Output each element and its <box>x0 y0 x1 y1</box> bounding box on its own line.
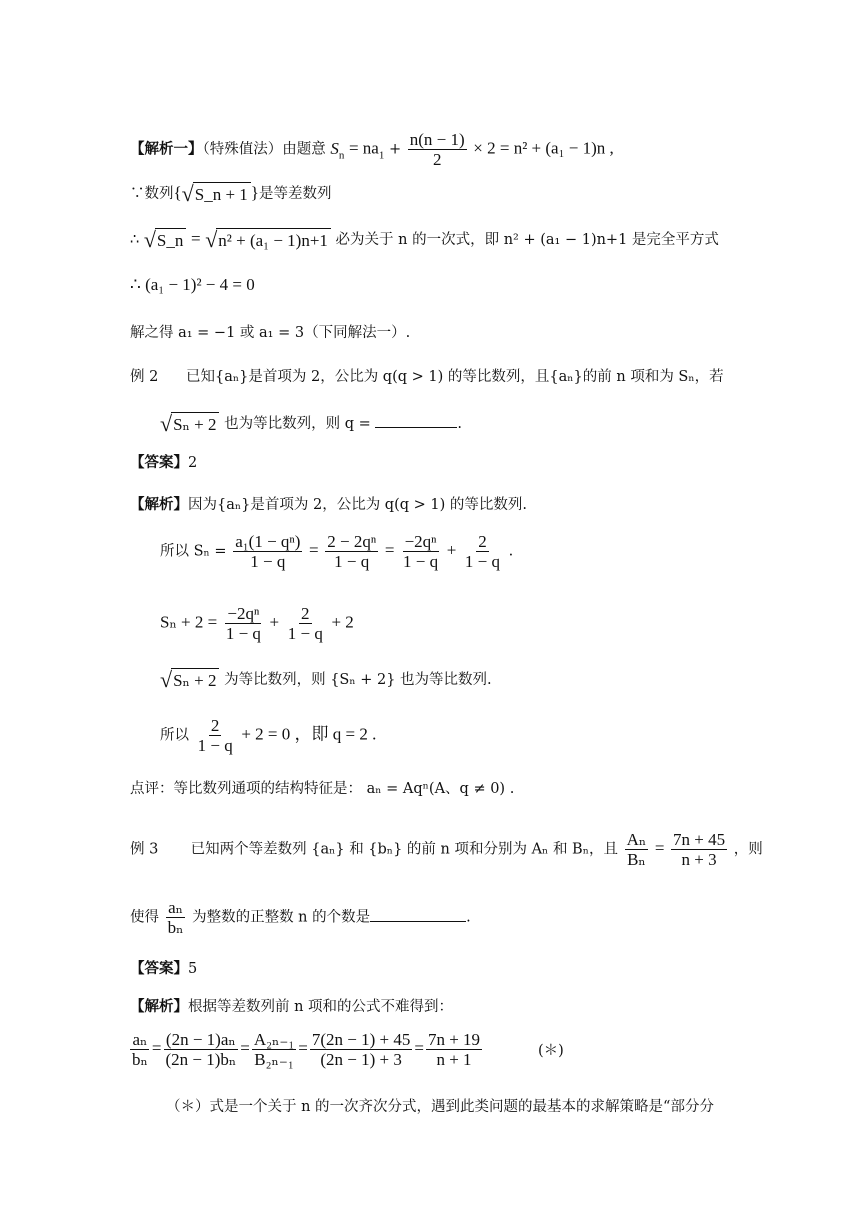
comment-line: 点评：等比数列通项的结构特征是： aₙ = Aqⁿ(A、q ≠ 0) . <box>130 781 515 797</box>
line-text: 必为关于 n 的一次式，即 n² + (a₁ − 1)n+1 是完全平方式 <box>335 232 719 248</box>
sqrt-sn: √ S_n <box>144 228 187 252</box>
fraction-numerator: 2 <box>210 716 220 735</box>
fraction-numerator: aₙ <box>168 898 183 917</box>
line-text: 为等比数列，则 {Sₙ + 2} 也为等比数列. <box>224 672 492 688</box>
answer-2-line <box>130 452 197 474</box>
fraction-numerator: (2n − 1)aₙ <box>165 1030 236 1049</box>
fraction-denominator: 2 <box>432 150 442 169</box>
answer-tag: 【答案】 <box>130 454 188 471</box>
fraction-denominator: (2n − 1) + 3 <box>320 1050 402 1069</box>
sqrt-inner: S_n + 1 <box>193 182 251 206</box>
solve-result-line: 解之得 a₁ = −1 或 a₁ = 3（下同解法一）. <box>130 325 411 341</box>
sqrt-quadratic: √ n² + (a₁ − 1)n+1 <box>205 228 331 252</box>
fraction-denominator: (2n − 1)bₙ <box>165 1050 237 1069</box>
solution-text: 因为{aₙ}是首项为 2，公比为 q(q > 1) 的等比数列. <box>188 497 527 513</box>
equals-sign: = <box>654 838 665 858</box>
fraction <box>426 1030 482 1069</box>
sqrt-expression: √ Sₙ + 2 <box>160 668 219 692</box>
fraction-denominator: 1 − q <box>403 552 439 571</box>
fraction-denominator: n + 1 <box>436 1050 472 1069</box>
fraction-numerator: A₂ₙ₋₁ <box>253 1030 295 1049</box>
fraction-denominator: 1 − q <box>250 552 286 571</box>
sn-plus-2-line: Sₙ + 2 = $\frac{\text{−2qⁿ}}{1 - q}$ + $\frac{2}{1 - q}$ + 2 <box>160 604 354 643</box>
sqrt-expression: √ Sₙ + 2 <box>160 412 219 436</box>
fraction <box>286 604 325 643</box>
fraction-numerator: −2qⁿ <box>227 604 260 623</box>
sqrt-expression: √ S_n + 1 <box>182 182 251 206</box>
answer-blank <box>370 907 466 922</box>
example-label: 例 3 <box>130 841 159 858</box>
linear-form-line <box>130 228 719 252</box>
fraction-numerator: a₁(1 − qⁿ) <box>235 532 301 551</box>
fraction <box>625 830 649 869</box>
discriminant-line: ∴ (a₁ − 1)² − 4 = 0 <box>130 275 255 294</box>
fraction <box>130 1030 150 1069</box>
answer-blank <box>375 413 457 428</box>
formula-prefix: 所以 Sₙ = <box>160 543 227 560</box>
fraction <box>166 898 186 937</box>
example-2-line-1 <box>130 366 724 388</box>
fraction-denominator: 1 − q <box>334 552 370 571</box>
fraction-denominator: 1 − q <box>464 552 501 571</box>
fraction-numerator: 7n + 45 <box>673 830 726 849</box>
fraction <box>233 532 302 571</box>
ratio-chain-line: $\frac{\text{aₙ}}{\text{bₙ}}$ = $\frac{\text{(2n − 1)aₙ}}{\text{(2n − 1)bₙ}}$ = $\frac{\text{A₂ₙ₋₁}}{\text{B₂ₙ₋₁}}$ = $\frac{7(2n - 1) + 45}{(2n - 1) + 3}$ = $\frac{7n + 19}{n + 1}$ <box>132 1030 481 1069</box>
fraction-numerator: n(n − 1) <box>409 130 465 149</box>
fraction-denominator: 1 − q <box>225 624 261 643</box>
fraction-denominator: bₙ <box>167 918 184 937</box>
sqrt-inner: S_n <box>155 228 186 252</box>
period: . <box>457 416 462 432</box>
solution-tag: 【解析】 <box>130 496 188 513</box>
sqrt-inner: Sₙ + 2 <box>171 412 219 436</box>
example-text: 已知{aₙ}是首项为 2，公比为 q(q > 1) 的等比数列，且{aₙ}的前 n 项和为 Sₙ，若 <box>186 369 724 385</box>
answer-value: 5 <box>188 961 198 977</box>
example-2-line-2 <box>160 412 462 436</box>
fraction <box>408 130 467 169</box>
sn-formula-line: 所以 Sₙ = $\frac{\text{a₁(1 − qⁿ)}}{1 - q}$ = $\frac{\text{2 − 2qⁿ}}{1 - q}$ = $\frac{\text{−2qⁿ}}{1 - q}$ + $\frac{2}{1 - q}$ . <box>160 532 514 571</box>
eq-right: × 2 = n² + (a₁ − 1)n , <box>473 138 614 158</box>
therefore-symbol: ∴ <box>130 232 140 248</box>
fraction-numerator: 2 <box>301 604 310 623</box>
example-label: 例 2 <box>130 369 159 385</box>
plus-two: + 2 <box>331 612 354 632</box>
fraction <box>401 532 440 571</box>
example-3-line-2 <box>130 898 471 937</box>
fraction-numerator: 7(2n − 1) + 45 <box>311 1030 411 1049</box>
solution-tag: 【解析一】 <box>130 140 203 158</box>
line-suffix: 是等差数列 <box>258 186 332 202</box>
fraction <box>325 532 378 571</box>
fraction-numerator: −2qⁿ <box>404 532 437 551</box>
fraction <box>463 532 502 571</box>
q-result-line <box>160 716 376 755</box>
line-prefix: 所以 <box>160 727 189 744</box>
example-3-line-1 <box>130 830 763 869</box>
solution-3-line <box>130 996 453 1018</box>
sqrt-inner: n² + (a₁ − 1)n+1 <box>216 228 331 252</box>
geometric-line <box>160 668 492 692</box>
sqrt-inner: Sₙ + 2 <box>171 668 219 692</box>
fraction-numerator: aₙ <box>132 1030 148 1049</box>
fraction-denominator: n + 3 <box>681 850 717 869</box>
fraction <box>196 716 235 755</box>
fraction-numerator: 7n + 19 <box>427 1030 481 1049</box>
fraction-denominator: Bₙ <box>627 850 646 869</box>
fraction <box>671 830 727 869</box>
example-text: 也为等比数列，则 q = <box>224 416 371 432</box>
fraction-numerator: 2 − 2qⁿ <box>327 532 377 551</box>
fraction-denominator: bₙ <box>132 1050 148 1069</box>
period: . <box>508 543 514 560</box>
solution-one-line: 【解析一】（特殊值法）由题意 $S_n = na_1$ + $\frac{n(n - 1)}{2}$ × 2 = n² + (a₁ − 1)n , <box>130 130 614 169</box>
line-text: + 2 = 0 ，即 q = 2 . <box>241 724 377 744</box>
solution-intro: （特殊值法）由题意 <box>202 141 326 158</box>
answer-3-line <box>130 958 197 980</box>
fraction <box>252 1030 296 1069</box>
sub-1: 1 <box>378 148 385 161</box>
fraction-denominator: 1 − q <box>197 736 233 755</box>
equation-mark: (＊) <box>538 1043 564 1059</box>
sn-symbol: $S_n$ <box>330 138 345 161</box>
line-prefix: ∵数列 <box>130 186 174 202</box>
formula-prefix: Sₙ + 2 = <box>160 612 218 632</box>
solution-tag: 【解析】 <box>130 998 188 1015</box>
line-prefix: 使得 <box>130 909 159 926</box>
period: . <box>466 909 471 926</box>
example-text-end: ，则 <box>733 841 763 858</box>
final-paragraph-line: （＊）式是一个关于 n 的一次齐次分式，遇到此类问题的最基本的求解策略是“部分分 <box>166 1099 714 1115</box>
equals-sign: = <box>191 229 201 248</box>
fraction <box>163 1030 238 1069</box>
fraction-denominator: B₂ₙ₋₁ <box>254 1050 294 1069</box>
example-text: 已知两个等差数列 {aₙ} 和 {bₙ} 的前 n 项和分别为 Aₙ 和 Bₙ，且 <box>190 841 618 858</box>
eq-mid: = na <box>348 138 379 158</box>
answer-value: 2 <box>188 455 198 471</box>
solution-2-line <box>130 494 527 516</box>
fraction-denominator: 1 − q <box>287 624 323 643</box>
fraction <box>310 1030 413 1069</box>
solution-text: 根据等差数列前 n 项和的公式不难得到： <box>188 999 454 1015</box>
example-text: 为整数的正整数 n 的个数是 <box>192 909 371 926</box>
fraction-numerator: 2 <box>478 532 487 551</box>
fraction <box>224 604 263 643</box>
answer-tag: 【答案】 <box>130 960 188 977</box>
sequence-arith-line: ∵数列{ √ S_n + 1 }是等差数列 <box>130 181 332 206</box>
fraction-numerator: Aₙ <box>626 830 647 849</box>
